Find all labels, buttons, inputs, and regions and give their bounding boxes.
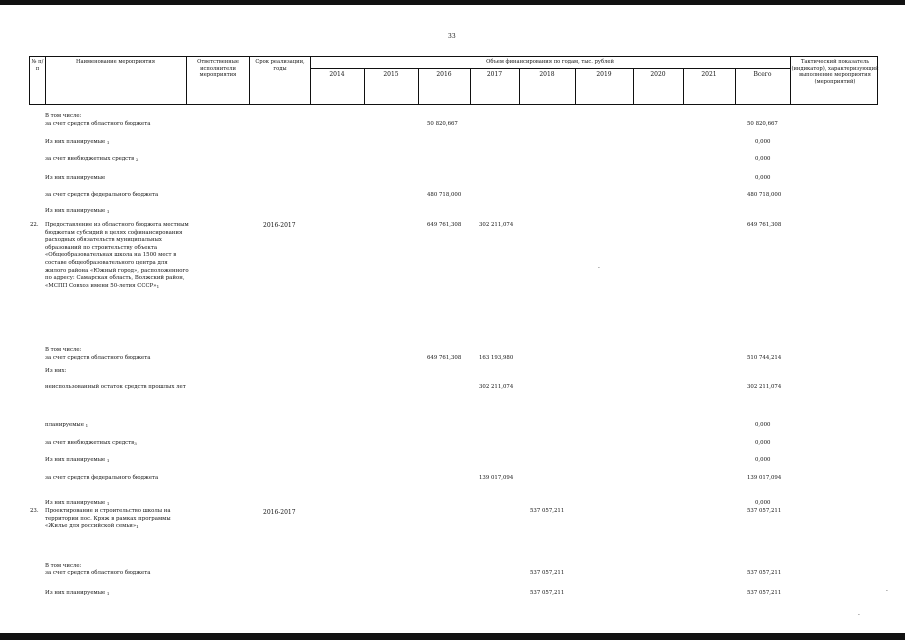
cell-value: 537 057,211 <box>747 570 782 576</box>
scan-dot: · <box>598 265 600 272</box>
header-funding: Объем финансирования по годам, тыс. рублей <box>486 59 614 65</box>
row-label: за счет средств областного бюджета <box>45 121 151 127</box>
item-number: 22. <box>30 222 39 228</box>
header-term: Срок реализации, годы <box>255 59 305 72</box>
header-num: № п/п <box>31 59 44 72</box>
cell-value: 510 744,214 <box>747 355 782 361</box>
cell-value: 537 057,211 <box>530 508 565 514</box>
cell-value: 0,000 <box>755 440 771 446</box>
year-2021: 2021 <box>701 71 717 78</box>
cell-value: 139 017,094 <box>747 475 782 481</box>
row-label: Из них планируемые $^1$ <box>45 139 110 145</box>
row-label: Из них планируемые $^1$ <box>45 208 110 214</box>
cell-value: 302 211,074 <box>479 384 514 390</box>
cell-value: 50 820,667 <box>427 121 458 127</box>
cell-value: 0,000 <box>755 175 771 181</box>
year-2020: 2020 <box>650 71 666 78</box>
cell-value: 139 017,094 <box>479 475 514 481</box>
row-label: Из них планируемые $^1$ <box>45 457 110 463</box>
year-2017: 2017 <box>486 71 503 78</box>
row-label: В том числе: <box>45 347 82 353</box>
row-label: В том числе: <box>45 113 82 119</box>
year-2014: 2014 <box>329 71 345 78</box>
item-term: 2016-2017 <box>263 222 296 229</box>
cell-value: 649 761,308 <box>747 222 782 228</box>
row-label: за счет внебюджетных средств$^3$ <box>45 440 137 446</box>
row-label: Из них планируемые $^1$ <box>45 500 110 506</box>
table-header <box>29 56 878 105</box>
row-label: планируемые $^1$ <box>45 422 89 428</box>
cell-value: 0,000 <box>755 500 771 506</box>
page-number: 33 <box>448 33 456 40</box>
cell-value: 0,000 <box>755 457 771 463</box>
item-description: Предоставление из областного бюджета местным бюджетам субсидий в целях софинансирования расходных обязательств муниципальных образований по строительству объекта «Общеобразовательная школа на 1500 мест в составе общеобразовательного центра для жилого района «Южный город», расположенного по адресу: Самарская область, Волжский район, «МСПП Совхоз имени 50-летия СССР»$^1$ <box>45 222 189 289</box>
cell-value: 649 761,308 <box>427 222 462 228</box>
row-label: за счет средств областного бюджета <box>45 355 151 361</box>
scan-dot: · <box>858 612 860 619</box>
header-responsible: Ответственные исполнители мероприятия <box>197 59 239 78</box>
row-label: Из них планируемые $^1$ <box>45 590 110 596</box>
cell-value: 537 057,211 <box>747 590 782 596</box>
col-divider <box>186 57 187 104</box>
item-term: 2016-2017 <box>263 509 296 516</box>
bottom-border-bar <box>0 633 905 640</box>
top-border-bar <box>0 0 905 5</box>
year-total: Всего <box>753 71 772 78</box>
cell-value: 649 761,308 <box>427 355 462 361</box>
year-2015: 2015 <box>383 71 399 78</box>
row-label: за счет средств федерального бюджета <box>45 192 159 198</box>
cell-value: 0,000 <box>755 139 771 145</box>
year-2018: 2018 <box>539 71 555 78</box>
item-number: 23. <box>30 508 39 514</box>
year-2019: 2019 <box>596 71 612 78</box>
row-label: за счет средств областного бюджета <box>45 570 151 576</box>
cell-value: 537 057,211 <box>530 570 565 576</box>
row-label: неиспользованный остаток средств прошлых лет <box>45 384 186 390</box>
cell-value: 537 057,211 <box>747 508 782 514</box>
row-label: за счет средств федерального бюджета <box>45 475 159 481</box>
cell-value: 163 193,980 <box>479 355 514 361</box>
cell-value: 50 820,667 <box>747 121 778 127</box>
cell-value: 537 057,211 <box>530 590 565 596</box>
header-indicator: Тактический показатель (индикатор), характеризующий выполнение мероприятия (мероприятий) <box>791 59 879 85</box>
row-label: за счет внебюджетных средств $^2$ <box>45 156 139 162</box>
item-description: Проектирование и строительство школы на территории пос. Кряж в рамках программы «Жилье для российской семьи»$^1$ <box>45 508 171 530</box>
row-label: Из них планируемые <box>45 175 106 181</box>
row-label: В том числе: <box>45 563 82 569</box>
header-subline <box>310 68 790 69</box>
cell-value: 0,000 <box>755 156 771 162</box>
cell-value: 0,000 <box>755 422 771 428</box>
row-label: Из них: <box>45 368 67 374</box>
cell-value: 480 718,000 <box>747 192 782 198</box>
cell-value: 302 211,074 <box>747 384 782 390</box>
year-2016: 2016 <box>436 71 452 78</box>
cell-value: 302 211,074 <box>479 222 514 228</box>
header-name: Наименование мероприятия <box>75 59 156 65</box>
scan-dot: · <box>886 588 888 595</box>
cell-value: 480 718,000 <box>427 192 462 198</box>
